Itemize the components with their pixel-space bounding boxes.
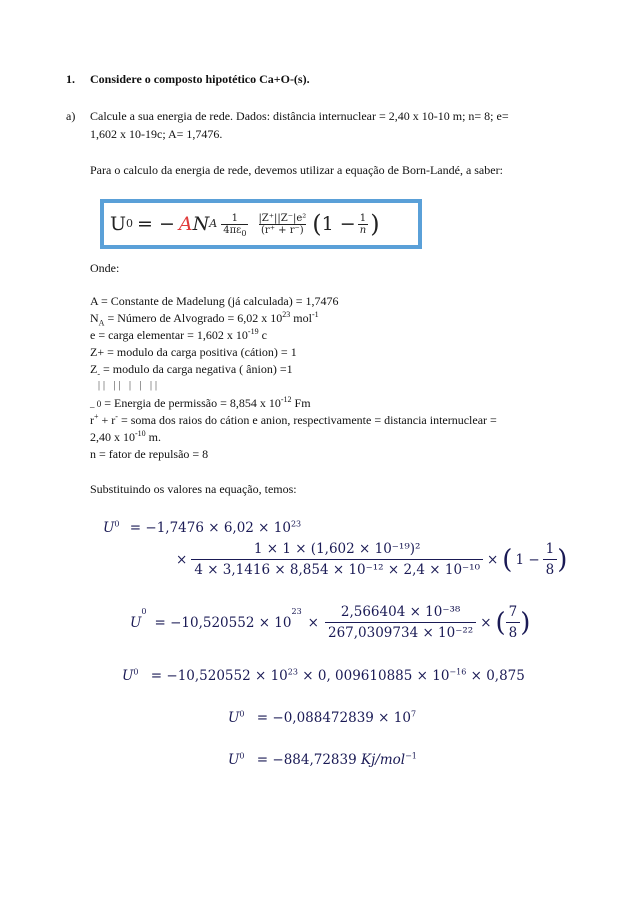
def-radii-r2: + r: [98, 413, 116, 427]
def-madelung: A = Constante de Madelung (já calculada) = 1,7476: [90, 294, 339, 308]
def-charge-unit: c: [258, 328, 267, 342]
def-radii-sup2: -: [115, 412, 118, 421]
def-avogadro-unit-sup: -1: [311, 310, 319, 319]
eq3-rhs: = −10,520552 × 10: [150, 668, 288, 684]
def-permittivity-unit: Fm: [291, 396, 311, 410]
eq2-small-den: 8: [506, 622, 521, 641]
formula-frac-3-den: n: [359, 224, 367, 236]
def-charge: [90, 328, 267, 343]
formula-frac-1-num: 1: [231, 212, 239, 224]
eq1b-small-num: 1: [545, 541, 555, 557]
eq5-rhs: = −884,72839: [256, 752, 361, 768]
formula-frac-2-num: |Z⁺||Z⁻|e²: [258, 212, 307, 224]
formula-one-minus: 1 −: [321, 213, 356, 235]
item-a-line1: Calcule a sua energia de rede. Dados: distância internuclear = 2,40 x 10-10 m; n= 8; e=: [90, 109, 509, 123]
eq1b-small-den: 8: [543, 559, 558, 578]
def-radii-value-sup: -10: [135, 429, 146, 438]
eq3-tail: × 0,875: [466, 668, 525, 684]
eq1b-frac: [191, 541, 483, 578]
def-avogadro: [90, 311, 319, 326]
def-charge-text: e = carga elementar = 1,602 x 10: [90, 328, 248, 342]
equation-2: U 0 = −10,520552 × 10 23 × $\frac{\text{2,566404 × 10⁻³⁸}}{\text{267,0309734 × 10⁻²²}}$ × ( $\frac{7}{8}$ ): [130, 604, 531, 641]
eq5-lhs-sup: 0: [239, 751, 245, 761]
eq3-rest-sup: −16: [449, 667, 467, 677]
eq5-unit: Kj/mol: [361, 752, 406, 768]
born-lande-formula: U 0 = − A N A $\frac{1}{4\pi\varepsilon_0}$ $\frac{\text{|Z⁺||Z⁻|e²}}{(r^+ + r^-)}$ ( 1 − $\frac{1}{n}$ ): [104, 203, 418, 245]
def-radii-text: = soma dos raios do cátion e anion, respectivamente = distancia internuclear =: [117, 413, 497, 427]
def-charge-sup: -19: [247, 327, 259, 336]
equation-3: [122, 668, 525, 684]
eq4-rhs-sup: 7: [410, 709, 417, 719]
formula-eq: = −: [137, 213, 175, 235]
eq2-times2: ×: [480, 614, 492, 631]
formula-frac-3: [358, 213, 368, 236]
def-permittivity-sup: -12: [280, 395, 292, 404]
eq2-den: 267,0309734 × 10⁻²²: [325, 622, 476, 641]
eq1b-paren-open: (: [502, 544, 513, 575]
eq3-lhs: U: [122, 668, 134, 684]
def-zminus: [90, 362, 293, 377]
equation-1-line1: [103, 520, 301, 536]
eq2-small-num: 7: [508, 604, 518, 620]
def-zminus-text: = modulo da carga negativa ( ânion) =1: [100, 362, 293, 376]
question-title: Considere o composto hipotético Ca+O-(s).: [90, 72, 310, 86]
formula-frac-2: [256, 213, 308, 236]
def-radii-value: 2,40 x 10: [90, 430, 135, 444]
def-avogadro-text: = Número de Alvogrado = 6,02 x 10: [104, 311, 283, 325]
formula-frac-1: [221, 213, 248, 236]
def-zminus-sub: -: [97, 369, 101, 379]
formula-u: U: [110, 213, 127, 235]
eq3-rhs-sup: 23: [287, 667, 298, 677]
def-radii-sup1: +: [94, 412, 99, 421]
def-avogadro-sub: A: [98, 318, 105, 328]
formula-a: A: [178, 213, 193, 235]
eq1b-paren-close: ): [557, 544, 568, 575]
def-permittivity-symbol: _ 0: [90, 399, 102, 409]
eq2-times: ×: [307, 614, 319, 631]
formula-paren-open: (: [312, 210, 322, 238]
def-avogadro-unit: mol: [290, 311, 312, 325]
question-number: 1.: [66, 72, 75, 86]
eq2-paren-close: ): [520, 607, 531, 638]
eq1b-times: ×: [176, 551, 188, 568]
eq2-num: 2,566404 × 10⁻³⁸: [340, 604, 461, 620]
formula-n: N: [192, 213, 210, 235]
eq1-lhs: U: [103, 520, 115, 536]
eq1b-small-frac: [543, 541, 558, 578]
eq1-rhs-sup: 23: [290, 519, 302, 529]
equation-1-line2: [176, 541, 567, 578]
eq1b-num: 1 × 1 × (1,602 × 10⁻¹⁹)²: [253, 541, 421, 557]
def-repulsion: n = fator de repulsão = 8: [90, 447, 209, 461]
formula-frac-2-den: (r⁺ + r⁻): [261, 224, 304, 236]
formula-paren-close: ): [370, 210, 380, 238]
eq2-frac: [325, 604, 476, 641]
where-label: Onde:: [90, 261, 120, 275]
substitution-intro: Substituindo os valores na equação, temos:: [90, 482, 297, 496]
eq4-rhs: = −0,088472839 × 10: [256, 710, 411, 726]
eq1b-times2: ×: [486, 551, 499, 568]
equation-5: [228, 752, 417, 768]
eq2-rhs: = −10,520552 × 10: [154, 614, 292, 631]
formula-frac-1-den-text: 4πε: [223, 224, 242, 236]
def-avogadro-n: N: [90, 311, 99, 325]
item-a-line2: 1,602 x 10-19c; A= 1,7476.: [90, 127, 223, 141]
def-permittivity: [90, 396, 311, 411]
eq2-lhs: U: [130, 614, 142, 631]
eq5-lhs: U: [228, 752, 240, 768]
eq4-lhs: U: [228, 710, 240, 726]
equation-4: [228, 710, 416, 726]
def-permittivity-text: = Energia de permissão = 8,854 x 10: [101, 396, 281, 410]
def-avogadro-sup: 23: [282, 310, 291, 319]
def-zminus-z: Z: [90, 362, 98, 376]
item-a-intro: Para o calculo da energia de rede, devemos utilizar a equação de Born-Landé, a saber:: [90, 163, 503, 177]
def-radii: [90, 413, 497, 428]
eq1b-one-minus: 1 −: [515, 551, 540, 568]
formula-frac-3-num: 1: [359, 212, 367, 224]
formula-frac-1-den-sub: 0: [241, 228, 247, 238]
eq4-lhs-sup: 0: [239, 709, 245, 719]
def-radii-unit: m.: [145, 430, 162, 444]
eq1b-den: 4 × 3,1416 × 8,854 × 10⁻¹² × 2,4 × 10⁻¹⁰: [191, 559, 483, 578]
eq1-lhs-sup: 0: [114, 519, 120, 529]
eq2-paren-open: (: [495, 607, 506, 638]
def-zplus: Z+ = modulo da carga positiva (cátion) = 1: [90, 345, 297, 359]
formula-frac-1-den: [221, 224, 248, 236]
def-radii-r1: r: [90, 413, 94, 427]
eq3-rest: × 0, 009610885 × 10: [297, 668, 450, 684]
broken-glyphs: || || | | ||: [98, 380, 161, 391]
item-a-marker: a): [66, 109, 76, 123]
eq5-unit-sup: −1: [405, 751, 417, 761]
eq3-lhs-sup: 0: [133, 667, 139, 677]
eq2-small-frac: [506, 604, 521, 641]
eq1-rhs: = −1,7476 × 6,02 × 10: [129, 520, 291, 536]
def-radii-line2: [90, 430, 161, 445]
formula-box: [100, 199, 422, 249]
